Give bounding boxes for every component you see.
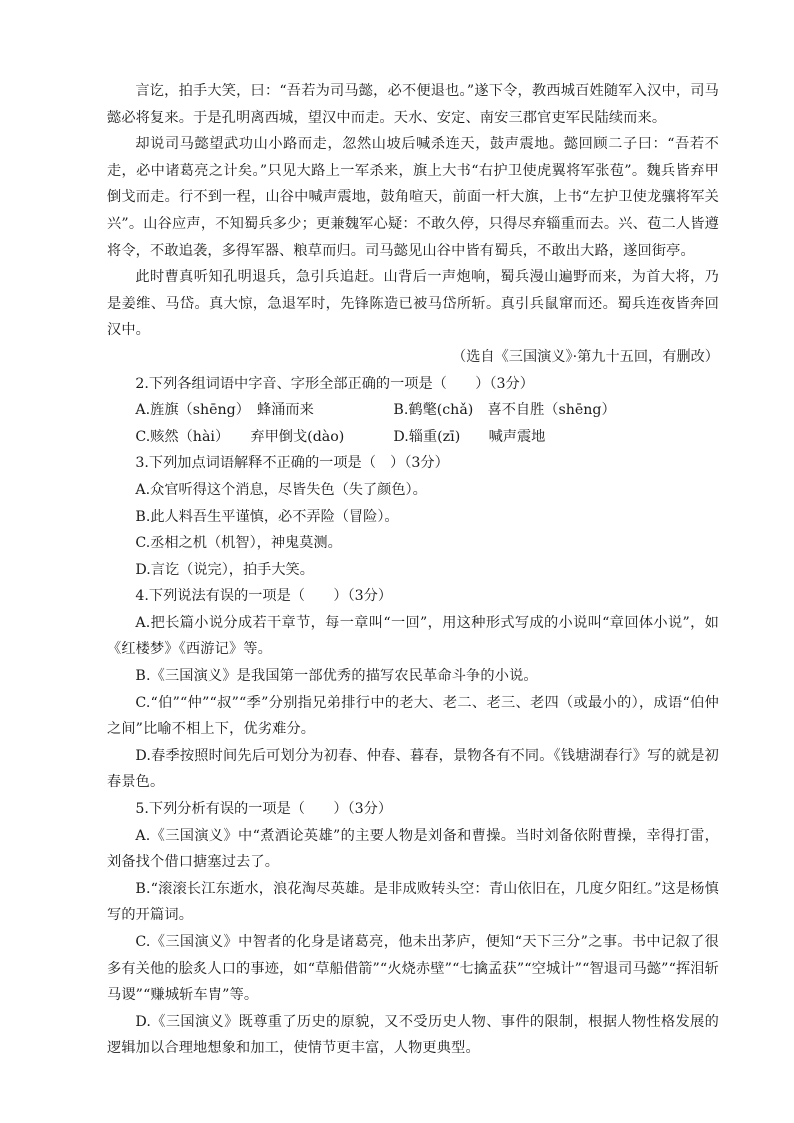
- question-3-option-c: C.丞相之机（机智），神鬼莫测。: [135, 535, 342, 552]
- passage-paragraph-1: 言讫，拍手大笑，曰：“吾若为司马懿，必不便退也。”遂下令，教西城百姓随军入汉中，司马懿必将复来。于是孔明离西城，望汉中而走。天水、安定、南安三郡官吏军民陆续而来。: [107, 83, 719, 126]
- question-2-row-1: [135, 397, 719, 424]
- question-3-option-b: B.此人料吾生平谨慎，必不弄险（冒险）。: [135, 508, 399, 525]
- passage-paragraph-3: 此时曹真听知孔明退兵，急引兵追赶。山背后一声炮响，蜀兵漫山遍野而来，为首大将，乃是姜维、马岱。真大惊，急退军时，先锋陈造已被马岱所斩。真引兵鼠窜而还。蜀兵连夜皆奔回汉中。: [107, 269, 719, 339]
- question-2-row-2: [135, 424, 719, 451]
- question-5-title: 5.下列分析有误的一项是（ ）（3分）: [135, 801, 393, 818]
- question-5: [107, 796, 719, 1062]
- passage-source: （选自《三国演义》·第九十五回，有删改）: [452, 348, 719, 365]
- question-3-option-d: D.言讫（说完），拍手大笑。: [135, 561, 314, 578]
- question-4-option-a: A.把长篇小说分成若干章节，每一章叫“一回”，用这种形式写成的小说叫“章回体小说”，如《红楼梦》《西游记》等。: [107, 614, 719, 658]
- question-3-option-a: A.众官听得这个消息，尽皆失色（失了颜色）。: [135, 481, 427, 498]
- question-3: [107, 450, 719, 583]
- question-4-option-c: C.“伯”“仲”“叔”“季”分别指兄弟排行中的老大、老二、老三、老四（或最小的），成语“伯仲之间”比喻不相上下，优劣难分。: [107, 694, 719, 738]
- question-4-option-d: D.春季按照时间先后可划分为初春、仲春、暮春，景物各有不同。《钱塘湖春行》写的就是初春景色。: [107, 747, 719, 791]
- question-5-option-d: D.《三国演义》既尊重了历史的原貌，又不受历史人物、事件的限制，根据人物性格发展的逻辑加以合理地想象和加工，使情节更丰富，人物更典型。: [107, 1013, 719, 1057]
- question-2: [107, 371, 719, 451]
- question-2-option-c-d-right: D.辎重(zī) 喊声震地: [393, 428, 546, 445]
- question-2-option-a-b-right: B.鹤氅(chǎ) 喜不自胜（shēng）: [393, 402, 616, 419]
- passage-paragraph-2: 却说司马懿望武功山小路而走，忽然山坡后喊杀连天，鼓声震地。懿回顾二子曰：“吾若不走，必中诸葛亮之计矣。”只见大路上一军杀来，旗上大书“右护卫使虎翼将军张苞”。魏兵皆弃甲倒戈而走。行不到一程，山谷中喊声震地，鼓角喧天，前面一杆大旗，上书“左护卫使龙骧将军关兴”。山谷应声，不知蜀兵多少；更兼魏军心疑：不敢久停，只得尽弃辎重而去。兴、苞二人皆遵将令，不敢追袭，多得军器、粮草而归。司马懿见山谷中皆有蜀兵，不敢出大路，遂回街亭。: [107, 136, 719, 259]
- question-3-title: 3.下列加点词语解释不正确的一项是（ ）（3分）: [135, 455, 449, 472]
- question-2-title: 2.下列各组词语中字音、字形全部正确的一项是（ ）（3分）: [135, 375, 534, 392]
- question-2-option-a-b-left: A.旌旗（shēng） 蜂涌而来: [135, 402, 314, 419]
- question-2-option-c-d-left: C.赅然（hài） 弃甲倒戈(dào): [135, 428, 345, 445]
- question-5-option-a: A.《三国演义》中“煮酒论英雄”的主要人物是刘备和曹操。当时刘备依附曹操，幸得打雷，刘备找个借口搪塞过去了。: [107, 827, 719, 871]
- document-page: [107, 78, 719, 1062]
- question-5-option-c: C.《三国演义》中智者的化身是诸葛亮，他未出茅庐，便知“天下三分”之事。书中记叙了很多有关他的脍炙人口的事迹，如“草船借箭”“火烧赤壁”“七擒孟获”“空城计”“智退司马懿”“挥泪斩马谡”“赚城斩车胄”等。: [107, 934, 719, 1004]
- question-4-option-b: B.《三国演义》是我国第一部优秀的描写农民革命斗争的小说。: [135, 668, 538, 685]
- question-4-title: 4.下列说法有误的一项是（ ）（3分）: [135, 588, 393, 605]
- question-5-option-b: B.“滚滚长江东逝水，浪花淘尽英雄。是非成败转头空：青山依旧在，几度夕阳红。”这是杨慎写的开篇词。: [107, 880, 719, 924]
- question-4: [107, 583, 719, 796]
